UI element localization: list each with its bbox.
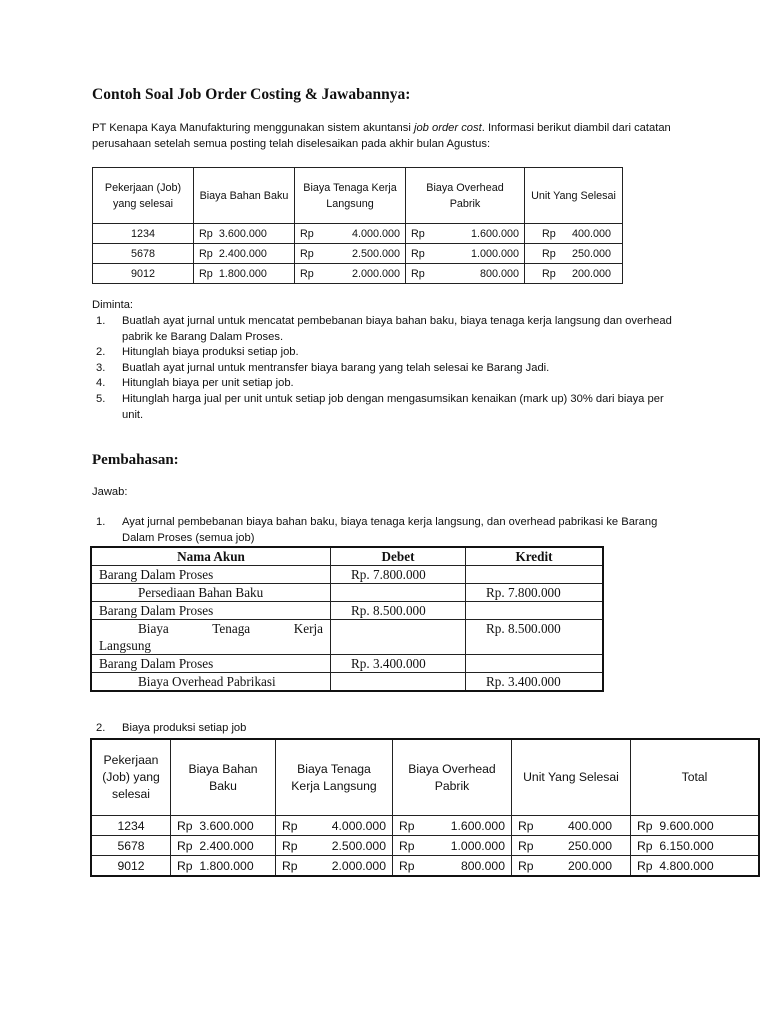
job-data-table	[92, 167, 623, 284]
table-row	[91, 602, 603, 620]
kredit-cell: Rp. 3.400.000	[466, 673, 604, 692]
header-total: Total	[631, 739, 760, 816]
debet-cell	[331, 620, 466, 655]
tenaga-cell: Rp 2.000.000	[276, 856, 393, 877]
bahan-cell: Rp 3.600.000	[171, 816, 276, 836]
list-item: 3. Buatlah ayat jurnal untuk mentransfer biaya barang yang telah selesai ke Barang Jadi.	[96, 361, 550, 374]
tenaga-cell: Rp 4.000.000	[295, 224, 406, 244]
overhead-cell: Rp 800.000	[393, 856, 512, 877]
header-nama-akun: Nama Akun	[91, 547, 331, 566]
list-item: 1. Buatlah ayat jurnal untuk mencatat pembebanan biaya bahan baku, biaya tenaga kerja langsung dan overhead pabrik ke Barang Dalam Proses.	[96, 315, 672, 343]
table-header-row	[93, 168, 623, 224]
overhead-cell: Rp 1.600.000	[406, 224, 525, 244]
intro-paragraph	[92, 120, 682, 152]
table-row	[91, 620, 603, 655]
table-row	[93, 224, 623, 244]
list-item: 2. Hitunglah biaya produksi setiap job.	[96, 346, 299, 359]
akun-cell: Barang Dalam Proses	[91, 602, 331, 620]
tenaga-cell: Rp 2.500.000	[295, 244, 406, 264]
bahan-cell: Rp 1.800.000	[194, 264, 295, 284]
akun-cell: Persediaan Bahan Baku	[91, 584, 331, 602]
job-cell: 9012	[93, 264, 194, 284]
question-1: 1. Ayat jurnal pembebanan biaya bahan baku, biaya tenaga kerja langsung, dan overhead pabrikasi ke Barang Dalam Proses (semua job)	[96, 516, 658, 544]
kredit-cell: Rp. 8.500.000	[466, 620, 604, 655]
akun-cell: Barang Dalam Proses	[91, 655, 331, 673]
table-row	[91, 816, 759, 836]
header-pekerjaan: Pekerjaan (Job) yang selesai	[93, 168, 194, 224]
table-row	[91, 655, 603, 673]
intro-text-1: PT Kenapa Kaya Manufakturing menggunakan sistem akuntansi	[92, 122, 414, 134]
total-cell: Rp 6.150.000	[631, 836, 760, 856]
unit-cell: Rp 250.000	[512, 836, 631, 856]
bahan-cell: Rp 2.400.000	[194, 244, 295, 264]
job-cell: 1234	[93, 224, 194, 244]
header-tenaga: Biaya Tenaga Kerja Langsung	[276, 739, 393, 816]
tenaga-cell: Rp 2.000.000	[295, 264, 406, 284]
list-item: 5. Hitunglah harga jual per unit untuk setiap job dengan mengasumsikan kenaikan (mark up) 30% dari biaya per unit.	[96, 392, 664, 421]
intro-italic: job order cost	[413, 122, 482, 134]
bahan-cell: Rp 3.600.000	[194, 224, 295, 244]
header-bahan: Biaya Bahan Baku	[194, 168, 295, 224]
header-unit: Unit Yang Selesai	[525, 168, 623, 224]
overhead-cell: Rp 1.600.000	[393, 816, 512, 836]
total-cell: Rp 9.600.000	[631, 816, 760, 836]
section-heading-pembahasan: Pembahasan:	[92, 452, 179, 468]
production-cost-table	[90, 738, 760, 877]
diminta-list	[96, 314, 686, 423]
overhead-cell: Rp 1.000.000	[393, 836, 512, 856]
debet-cell: Rp. 7.800.000	[331, 566, 466, 584]
table-header-row	[91, 739, 759, 816]
overhead-cell: Rp 800.000	[406, 264, 525, 284]
table-row	[91, 836, 759, 856]
debet-cell: Rp. 8.500.000	[331, 602, 466, 620]
debet-cell: Rp. 3.400.000	[331, 655, 466, 673]
debet-cell	[331, 584, 466, 602]
table-row	[91, 584, 603, 602]
debet-cell	[331, 673, 466, 692]
table-row	[91, 856, 759, 877]
total-cell: Rp 4.800.000	[631, 856, 760, 877]
table-row	[91, 566, 603, 584]
akun-cell: Barang Dalam Proses	[91, 566, 331, 584]
unit-cell: Rp 250.000	[525, 244, 623, 264]
table-row	[93, 264, 623, 284]
bahan-cell: Rp 2.400.000	[171, 836, 276, 856]
intro-text-2: . Informasi berikut diambil dari catatan perusahaan setelah semua posting telah diselesaikan pada akhir bulan Agustus:	[92, 122, 671, 150]
table-row	[91, 673, 603, 692]
tenaga-cell: Rp 4.000.000	[276, 816, 393, 836]
journal-table	[90, 546, 604, 692]
page-title: Contoh Soal Job Order Costing & Jawabannya:	[92, 86, 411, 103]
bahan-cell: Rp 1.800.000	[171, 856, 276, 877]
unit-cell: Rp 200.000	[512, 856, 631, 877]
overhead-cell: Rp 1.000.000	[406, 244, 525, 264]
kredit-cell	[466, 566, 604, 584]
job-cell: 5678	[91, 836, 171, 856]
header-kredit: Kredit	[466, 547, 604, 566]
diminta-label: Diminta:	[92, 299, 134, 311]
kredit-cell: Rp. 7.800.000	[466, 584, 604, 602]
tenaga-cell: Rp 2.500.000	[276, 836, 393, 856]
list-item: 4. Hitunglah biaya per unit setiap job.	[96, 377, 294, 390]
kredit-cell	[466, 655, 604, 673]
akun-cell: Biaya Overhead Pabrikasi	[91, 673, 331, 692]
header-overhead: Biaya Overhead Pabrik	[393, 739, 512, 816]
table-header-row	[91, 547, 603, 566]
unit-cell: Rp 200.000	[525, 264, 623, 284]
job-cell: 1234	[91, 816, 171, 836]
header-bahan: Biaya Bahan Baku	[171, 739, 276, 816]
question-2: 2. Biaya produksi setiap job	[96, 722, 247, 734]
table-row	[93, 244, 623, 264]
unit-cell: Rp 400.000	[512, 816, 631, 836]
kredit-cell	[466, 602, 604, 620]
jawab-label: Jawab:	[92, 486, 128, 498]
akun-cell: Biaya Tenaga Kerja Langsung	[91, 620, 331, 655]
job-cell: 9012	[91, 856, 171, 877]
header-unit: Unit Yang Selesai	[512, 739, 631, 816]
header-overhead: Biaya Overhead Pabrik	[406, 168, 525, 224]
header-tenaga: Biaya Tenaga Kerja Langsung	[295, 168, 406, 224]
job-cell: 5678	[93, 244, 194, 264]
header-pekerjaan: Pekerjaan (Job) yang selesai	[91, 739, 171, 816]
unit-cell: Rp 400.000	[525, 224, 623, 244]
header-debet: Debet	[331, 547, 466, 566]
